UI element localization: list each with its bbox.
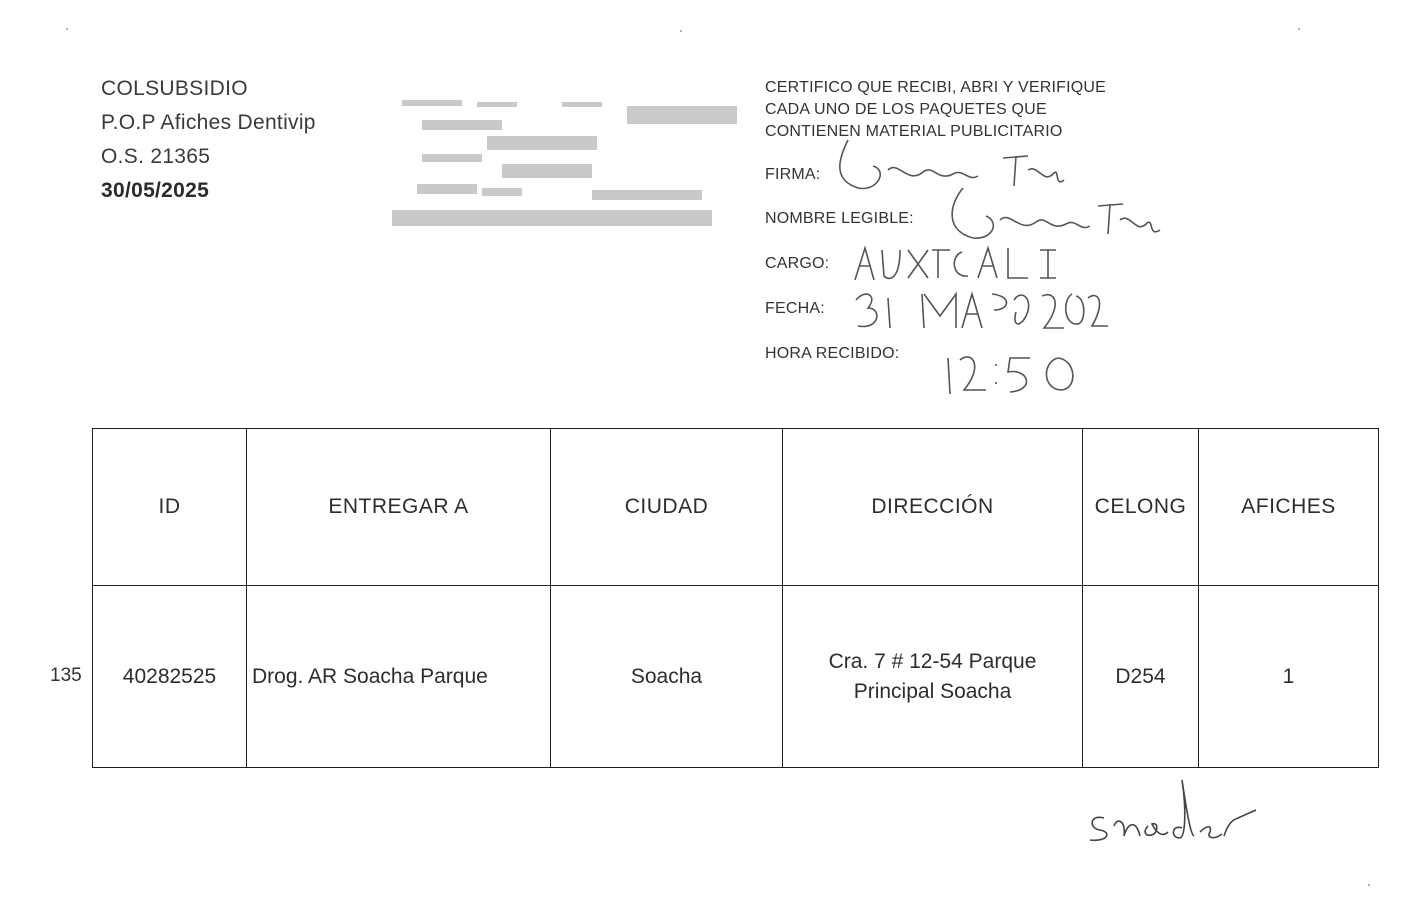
nombre-label: NOMBRE LEGIBLE:	[765, 210, 914, 227]
column-header-direccion: DIRECCIÓN	[783, 429, 1083, 586]
column-header-afiches: AFICHES	[1199, 429, 1379, 586]
faded-stamp	[392, 92, 752, 242]
cell-entregar-a: Drog. AR Soacha Parque	[247, 586, 551, 768]
cargo-label: CARGO:	[765, 255, 830, 272]
order-number: O.S. 21365	[101, 145, 211, 168]
hora-handwriting	[938, 350, 1103, 400]
column-header-id: ID	[93, 429, 247, 586]
certification-line: CONTIENEN MATERIAL PUBLICITARIO	[765, 123, 1063, 140]
hora-label: HORA RECIBIDO:	[765, 345, 900, 362]
table-header-row	[93, 429, 1379, 586]
delivery-table	[92, 428, 1379, 768]
table-row	[93, 586, 1379, 768]
scan-speck	[1298, 28, 1300, 30]
row-number: 135	[50, 665, 82, 686]
direccion-line: Cra. 7 # 12-54 Parque	[828, 649, 1037, 673]
certification-line: CADA UNO DE LOS PAQUETES QUE	[765, 101, 1047, 118]
cell-direccion	[783, 586, 1083, 768]
direccion-line: Principal Soacha	[853, 679, 1012, 703]
nombre-signature	[938, 176, 1168, 246]
fecha-handwriting	[852, 286, 1112, 336]
cargo-handwriting	[850, 242, 1080, 284]
company-name: COLSUBSIDIO	[101, 77, 248, 100]
cell-celong: D254	[1083, 586, 1199, 768]
scan-speck	[680, 30, 682, 32]
scan-speck	[1368, 884, 1370, 886]
cell-ciudad: Soacha	[551, 586, 783, 768]
header-info	[101, 72, 316, 208]
firma-label: FIRMA:	[765, 166, 821, 183]
certification-line: CERTIFICO QUE RECIBI, ABRI Y VERIFIQUE	[765, 79, 1107, 96]
column-header-celong: CELONG	[1083, 429, 1199, 586]
campaign-name: P.O.P Afiches Dentivip	[101, 111, 316, 134]
bottom-signature	[1082, 776, 1262, 851]
cell-afiches: 1	[1199, 586, 1379, 768]
fecha-label: FECHA:	[765, 300, 825, 317]
column-header-ciudad: CIUDAD	[551, 429, 783, 586]
cell-id: 40282525	[93, 586, 247, 768]
column-header-entregar: ENTREGAR A	[247, 429, 551, 586]
scan-speck	[66, 28, 68, 30]
document-date: 30/05/2025	[101, 179, 210, 202]
